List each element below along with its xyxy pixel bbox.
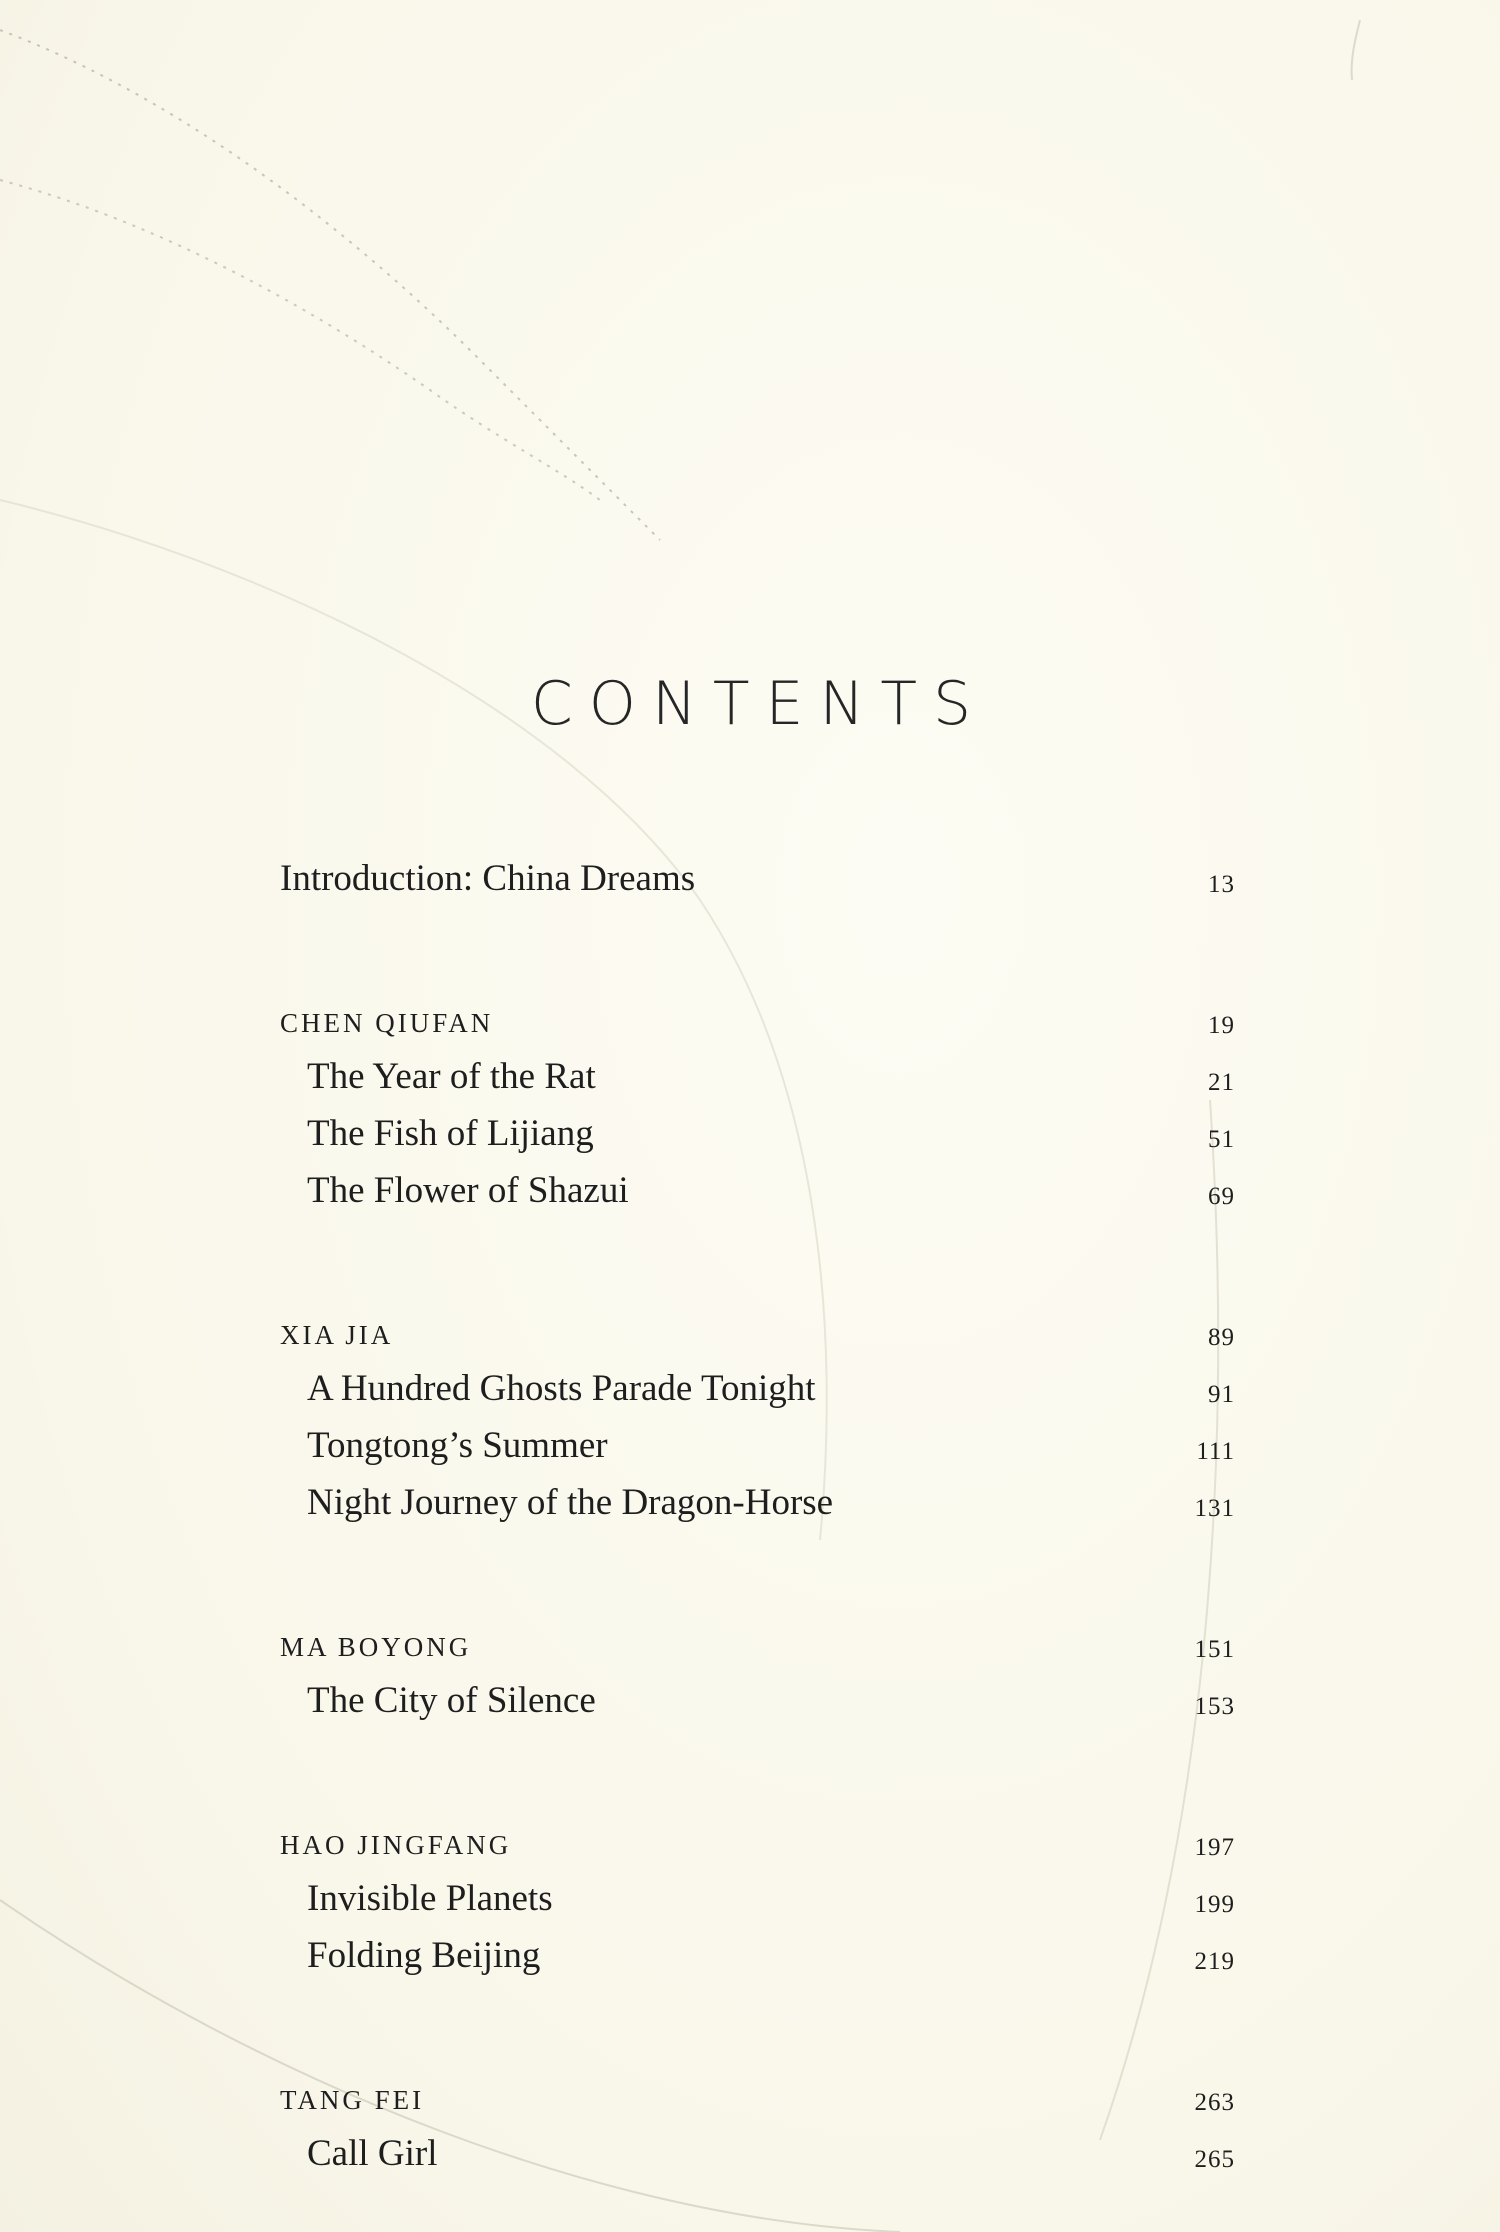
section-spacer: [280, 1989, 1235, 2073]
toc-entry-author: [280, 1308, 1235, 1365]
toc-entry-author: [280, 1620, 1235, 1677]
toc-entry-story: [280, 1053, 1235, 1110]
entry-page-number: 197: [1194, 1834, 1235, 1861]
story-title: A Hundred Ghosts Parade Tonight: [307, 1368, 816, 1409]
entry-page-number: 153: [1194, 1693, 1235, 1720]
toc-entry-story: [280, 1875, 1235, 1932]
page-title: CONTENTS: [530, 669, 988, 739]
story-title: The Fish of Lijiang: [307, 1113, 594, 1154]
entry-page-number: 51: [1208, 1126, 1235, 1153]
story-title: Folding Beijing: [307, 1935, 541, 1976]
toc-entry-introduction: [280, 855, 1235, 912]
toc-entry-story: [280, 1110, 1235, 1167]
story-title: The Flower of Shazui: [307, 1170, 629, 1211]
story-title: Tongtong’s Summer: [307, 1425, 608, 1466]
entry-page-number: 19: [1208, 1012, 1235, 1039]
entry-page-number: 131: [1194, 1495, 1235, 1522]
toc-entry-story: [280, 1167, 1235, 1224]
toc-entry-story: [280, 2130, 1235, 2187]
entry-page-number: 91: [1208, 1381, 1235, 1408]
entry-page-number: 199: [1194, 1891, 1235, 1918]
story-title: Invisible Planets: [307, 1878, 553, 1919]
section-spacer: [280, 1536, 1235, 1620]
entry-page-number: 263: [1194, 2089, 1235, 2116]
story-title: The Year of the Rat: [307, 1056, 596, 1097]
author-name: CHEN QIUFAN: [280, 1008, 494, 1038]
toc-entry-story: [280, 1677, 1235, 1734]
toc-entry-author: [280, 1818, 1235, 1875]
story-title: Night Journey of the Dragon-Horse: [307, 1482, 834, 1523]
author-name: TANG FEI: [280, 2085, 425, 2115]
author-name: XIA JIA: [280, 1320, 394, 1350]
entry-page-number: 69: [1208, 1183, 1235, 1210]
entry-page-number: 265: [1194, 2146, 1235, 2173]
table-of-contents: [280, 855, 1235, 2187]
section-spacer: [280, 912, 1235, 996]
entry-page-number: 13: [1208, 871, 1235, 898]
entry-page-number: 219: [1194, 1948, 1235, 1975]
story-title: The City of Silence: [307, 1680, 596, 1721]
entry-page-number: 21: [1208, 1069, 1235, 1096]
toc-entry-author: [280, 996, 1235, 1053]
author-name: HAO JINGFANG: [280, 1830, 512, 1860]
toc-entry-author: [280, 2073, 1235, 2130]
toc-entry-story: [280, 1422, 1235, 1479]
story-title: Call Girl: [307, 2133, 438, 2174]
toc-entry-story: [280, 1932, 1235, 1989]
toc-entry-story: [280, 1479, 1235, 1536]
toc-entry-story: [280, 1365, 1235, 1422]
author-name: MA BOYONG: [280, 1632, 472, 1662]
entry-title: Introduction: China Dreams: [280, 858, 696, 899]
entry-page-number: 111: [1196, 1438, 1235, 1465]
section-spacer: [280, 1734, 1235, 1818]
section-spacer: [280, 1224, 1235, 1308]
entry-page-number: 151: [1194, 1636, 1235, 1663]
entry-page-number: 89: [1208, 1324, 1235, 1351]
